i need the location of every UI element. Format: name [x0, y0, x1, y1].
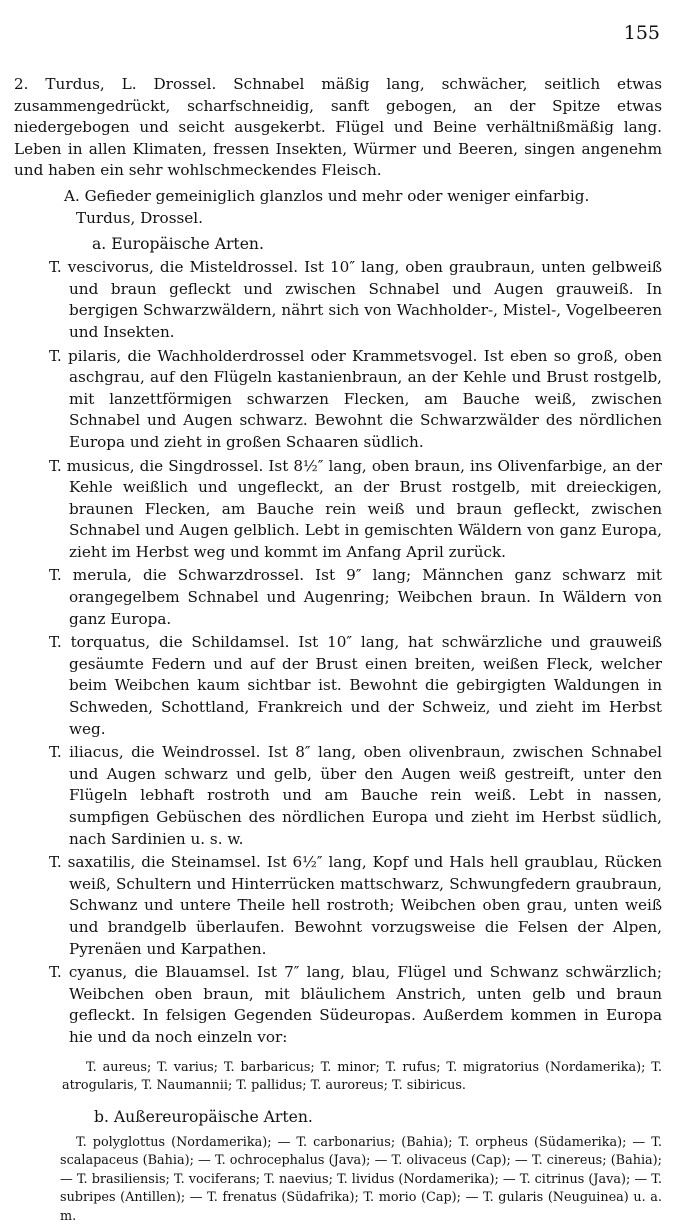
- european-extra-species: T. aureus; T. varius; T. barbaricus; T. minor; T. rufus; T. migratorius (Nordamerika); T. atrogularis, T. Naumannii; T. pallidus; T. auroreus; T. sibiricus.: [62, 1059, 662, 1094]
- species-entry-cyanus: T. cyanus, die Blauamsel. Ist 7″ lang, blau, Flügel und Schwanz schwärzlich; Weibchen oben braun, mit bläulichem Anstrich, unten gelb und braun gefleckt. In felsigen Gegenden Südeuropas. Außerdem kommen in Europa hie und da noch einzeln vor:: [49, 963, 662, 1046]
- heading-non-european-species: b. Außereuropäische Arten.: [94, 1107, 313, 1126]
- genus-description: 2. Turdus, L. Drossel. Schnabel mäßig lang, schwächer, seitlich etwas zusammengedrückt, scharfschneidig, sanft gebogen, an der Spitze etwas niedergebogen und seicht ausgekerbt. Flügel und Beine verhältnißmäßig lang. Leben in allen Klimaten, fressen Insekten, Würmer und Beeren, singen angenehm und haben ein sehr wohlschmeckendes Fleisch.: [14, 75, 662, 180]
- species-entry-saxatilis: T. saxatilis, die Steinamsel. Ist 6½″ lang, Kopf und Hals hell graublau, Rücken weiß, Schultern und Hinterrücken mattschwarz, Schwungfedern graubraun, Schwanz und untere Theile hell rostroth; Weibchen oben grau, unten weiß und brandgelb überlaufen. Bewohnt vorzugsweise die Felsen der Alpen, Pyrenäen und Karpathen.: [49, 853, 662, 958]
- section-a-line-1: A. Gefieder gemeiniglich glanzlos und mehr oder weniger einfarbig.: [64, 186, 590, 205]
- species-entry-iliacus: T. iliacus, die Weindrossel. Ist 8″ lang, oben olivenbraun, zwischen Schnabel und Augen schwarz und gelb, über den Augen weiß gestreift, unter den Flügeln lebhaft rostroth und am Bauche rein weiß. Lebt in nassen, sumpfigen Gebüschen des nördlichen Europa und zieht im Herbst südlich, nach Sardinien u. s. w.: [49, 743, 662, 848]
- species-entry-musicus: T. musicus, die Singdrossel. Ist 8½″ lang, oben braun, ins Olivenfarbige, an der Kehle weißlich und ungefleckt, an der Brust rostgelb, mit dreieckigen, braunen Flecken, am Bauche rein weiß und braun gefleckt, zwischen Schnabel und Augen gelblich. Lebt in gemischten Wäldern von ganz Europa, zieht im Herbst weg und kommt im Anfang April zurück.: [49, 456, 662, 561]
- page-number: 155: [623, 22, 660, 44]
- non-european-species-list: T. polyglottus (Nordamerika); — T. carbonarius; (Bahia); T. orpheus (Südamerika); — T. scalapaceus (Bahia); — T. ochrocephalus (Java); — T. olivaceus (Cap); — T. cinereus; (Bahia); — T. brasiliensis; T. vociferans; T. naevius; T. lividus (Nordamerika); — T. citrinus (Java); — T. subripes (Antillen); — T. frenatus (Südafrika); T. morio (Cap); — T. gularis (Neuguinea) u. a. m.: [60, 1134, 662, 1224]
- heading-european-species: a. Europäische Arten.: [92, 235, 264, 254]
- species-entry-vescivorus: T. vescivorus, die Misteldrossel. Ist 10″ lang, oben graubraun, unten gelbweiß und braun gefleckt und zwischen Schnabel und Augen grauweiß. In bergigen Schwarzwäldern, nährt sich von Wachholder-, Mistel-, Vogelbeeren und Insekten.: [49, 258, 662, 341]
- section-a-heading: [14, 186, 662, 229]
- species-entry-pilaris: T. pilaris, die Wachholderdrossel oder Krammetsvogel. Ist eben so groß, oben aschgrau, auf den Flügeln kastanienbraun, an der Kehle und Brust rostgelb, mit lanzettförmigen schwarzen Flecken, am Bauche weiß, zwischen Schnabel und Augen schwarz. Bewohnt die Schwarzwälder des nördlichen Europa und zieht in großen Schaaren südlich.: [49, 346, 662, 451]
- section-a-line-2: Turdus, Drossel.: [76, 208, 203, 227]
- species-entry-torquatus: T. torquatus, die Schildamsel. Ist 10″ lang, hat schwärzliche und grauweiß gesäumte Federn und auf der Brust einen breiten, weißen Fleck, welcher beim Weibchen kaum sichtbar ist. Bewohnt die gebirgigten Waldungen in Schweden, Schottland, Frankreich und der Schweiz, und zieht im Herbst weg.: [49, 633, 662, 738]
- species-entry-merula: T. merula, die Schwarzdrossel. Ist 9″ lang; Männchen ganz schwarz mit orangegelbem Schnabel und Augenring; Weibchen braun. In Wäldern von ganz Europa.: [49, 566, 662, 628]
